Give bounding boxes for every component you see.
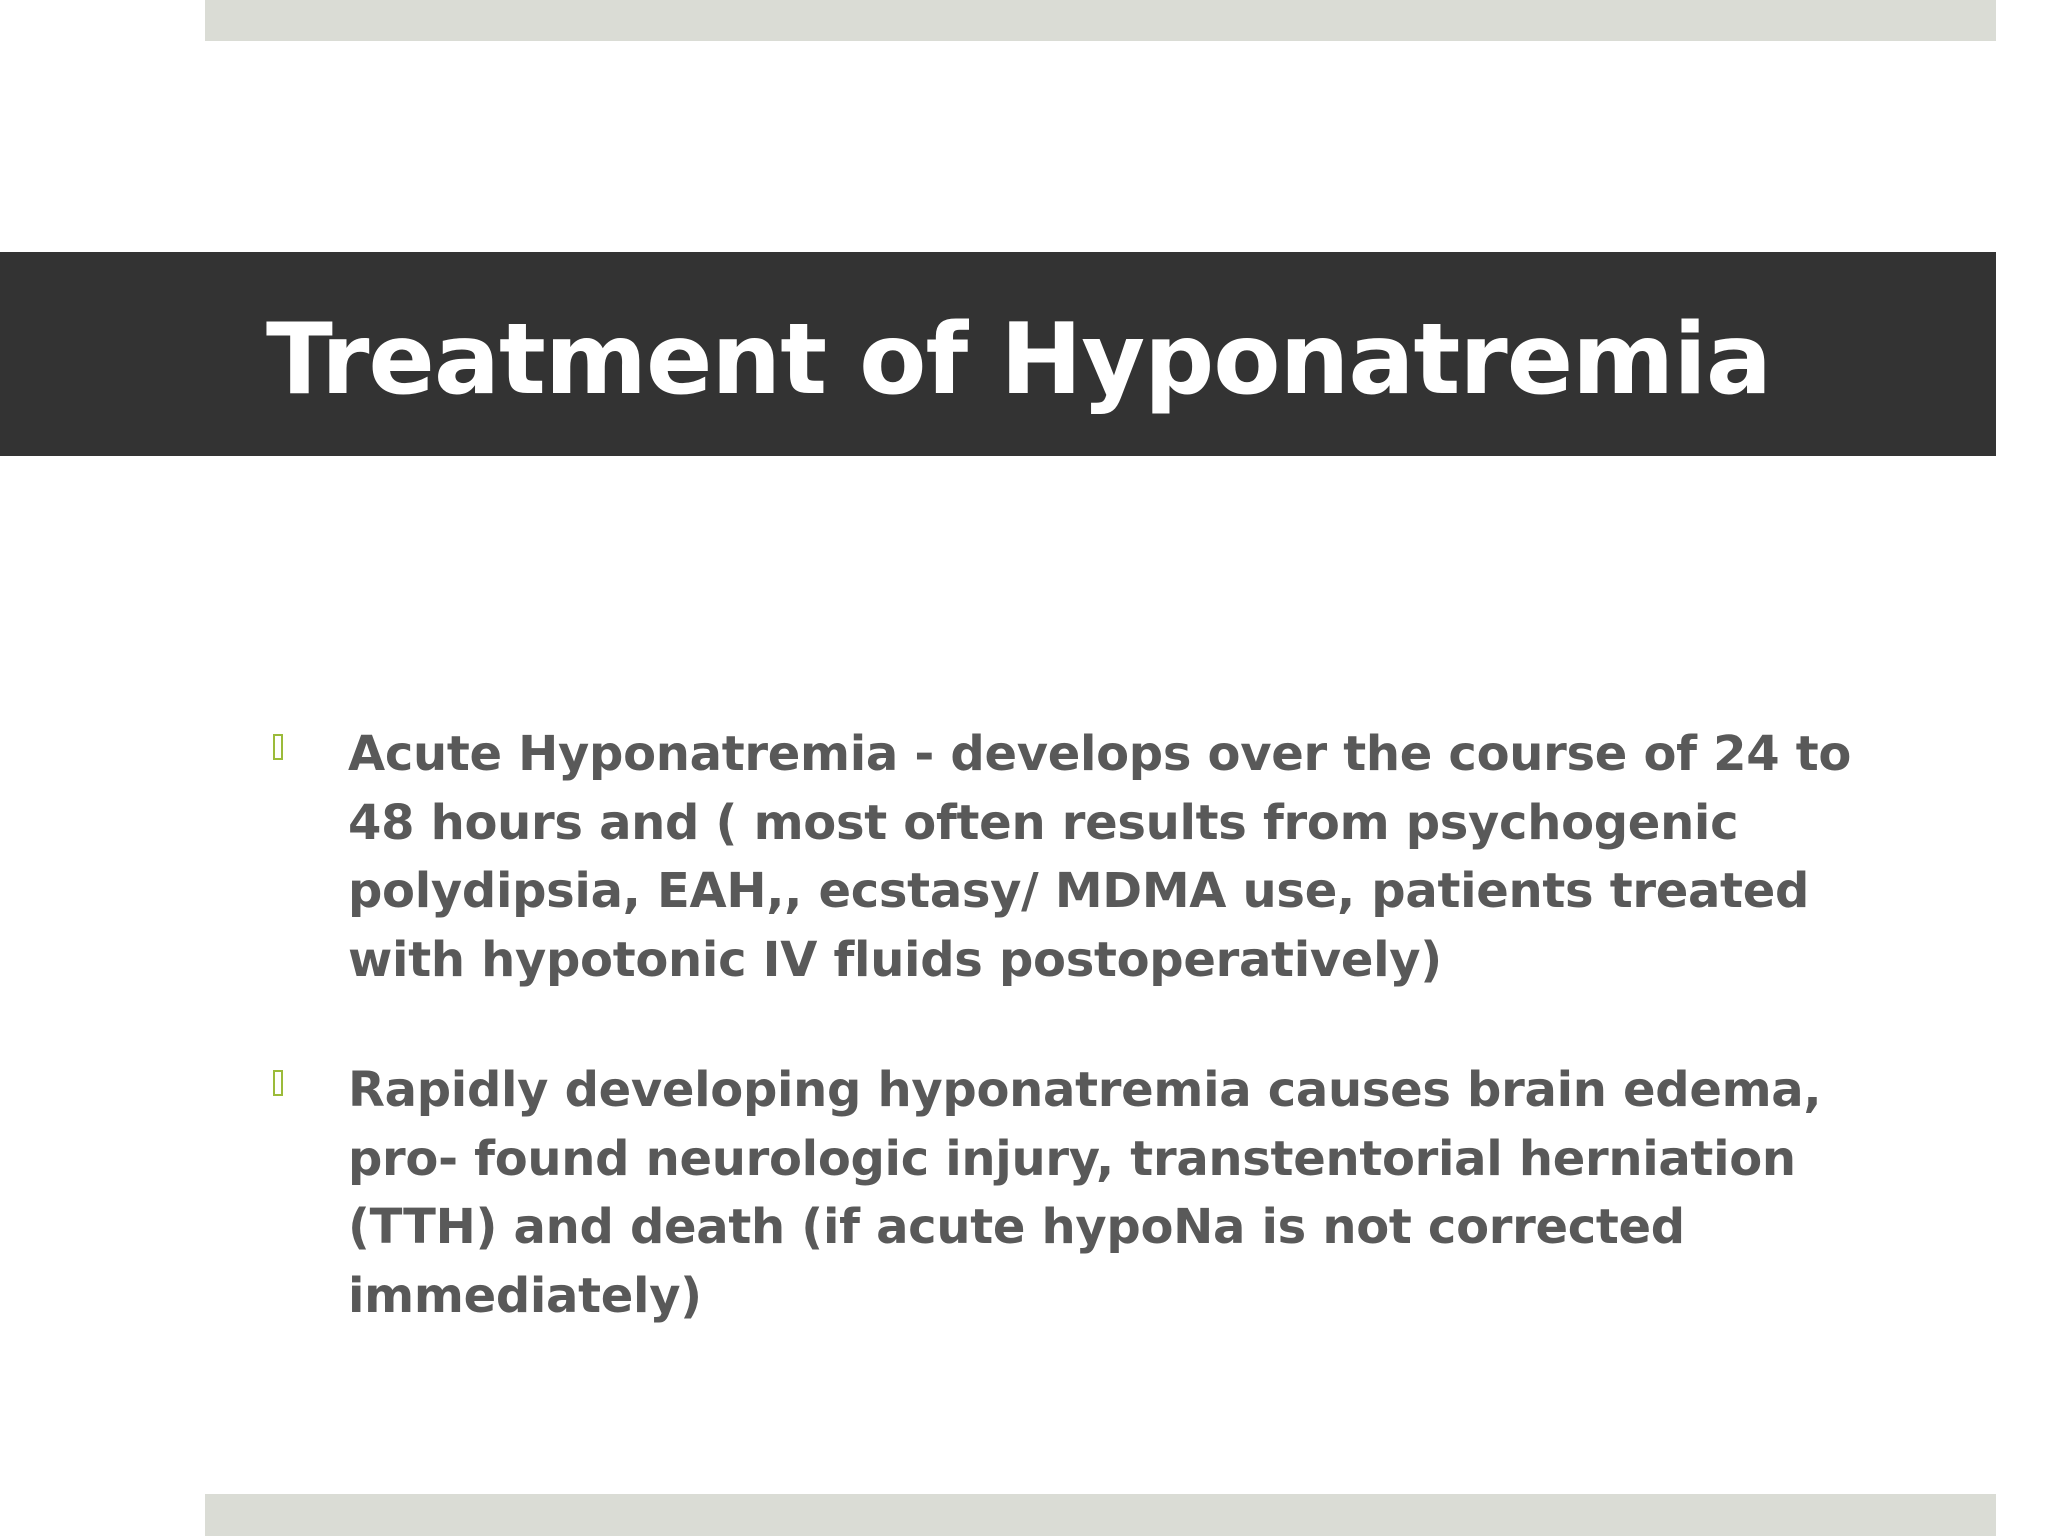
slide-title: Treatment of Hyponatremia — [266, 303, 1772, 417]
top-decorative-band — [205, 0, 1996, 41]
bullet-text: Rapidly developing hyponatremia causes brain edema, pro- found neurologic injury, transtentorial herniation (TTH) and death (if acute hypoNa is not corrected immediately) — [348, 1062, 1822, 1324]
bullet-item — [270, 720, 1910, 994]
bullet-item — [270, 1056, 1910, 1330]
bullet-list — [270, 720, 1910, 1392]
bullet-marker-icon — [273, 1070, 283, 1096]
bullet-marker-icon — [273, 734, 283, 760]
bottom-decorative-band — [205, 1494, 1996, 1536]
bullet-text: Acute Hyponatremia - develops over the course of 24 to 48 hours and ( most often results from psychogenic polydipsia, EAH,, ecstasy/ MDMA use, patients treated with hypotonic IV fluids postoperatively) — [348, 726, 1852, 988]
